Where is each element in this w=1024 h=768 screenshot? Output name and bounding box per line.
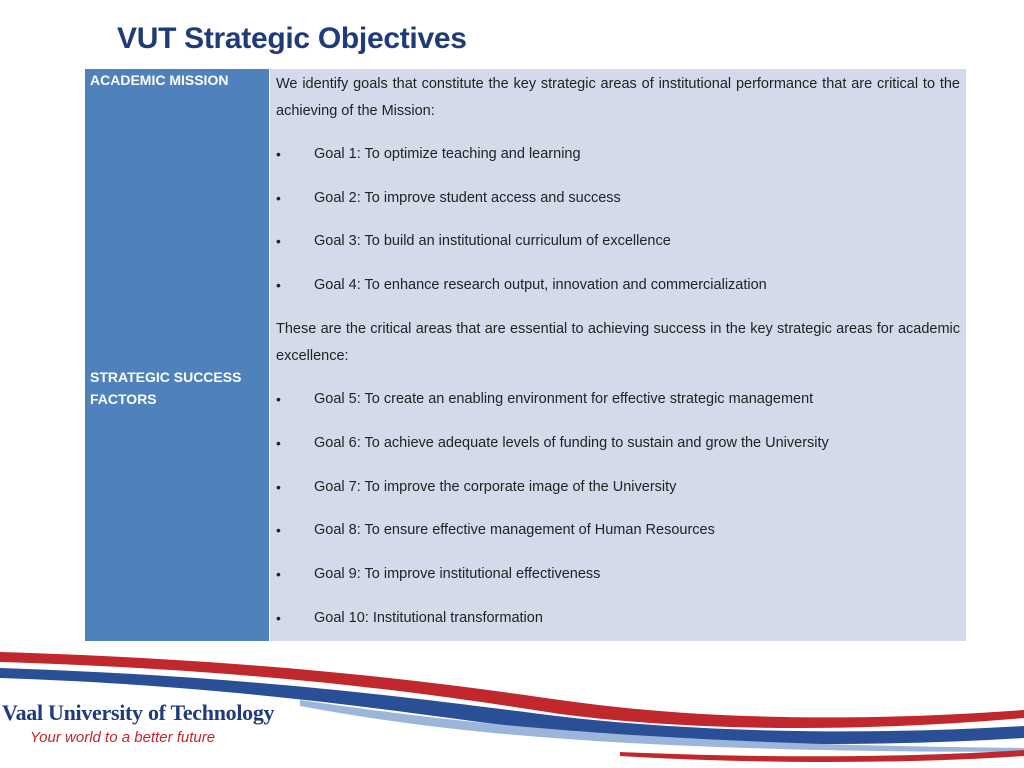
goal-text: Goal 9: To improve institutional effectiveness (314, 566, 601, 582)
bullet-icon: • (276, 190, 281, 206)
objectives-table (85, 69, 966, 641)
label-strategic-success-factors: STRATEGIC SUCCESS FACTORS (90, 369, 242, 407)
bullet-icon: • (276, 233, 281, 249)
list-item (276, 520, 715, 540)
goal-text: Goal 6: To achieve adequate levels of funding to sustain and grow the University (314, 435, 829, 451)
goals-column (270, 69, 966, 641)
list-item (276, 275, 767, 295)
goal-text: Goal 1: To optimize teaching and learning (314, 146, 581, 162)
bullet-icon: • (276, 610, 281, 626)
goal-text: Goal 4: To enhance research output, innovation and commercialization (314, 277, 767, 293)
list-item (276, 188, 621, 208)
bullet-icon: • (276, 391, 281, 407)
list-item (276, 144, 581, 164)
academic-intro-text: We identify goals that constitute the key strategic areas of institutional performance that are critical to the achieving of the Mission: (276, 76, 960, 119)
goal-text: Goal 2: To improve student access and success (314, 190, 621, 206)
university-logo-text: Vaal University of Technology (2, 700, 275, 725)
list-item (276, 564, 600, 584)
bullet-icon: • (276, 522, 281, 538)
list-item (276, 433, 829, 453)
bullet-icon: • (276, 479, 281, 495)
list-item (276, 608, 543, 628)
goal-text: Goal 10: Institutional transformation (314, 610, 543, 626)
university-tagline: Your world to a better future (30, 729, 216, 746)
goal-text: Goal 5: To create an enabling environment for effective strategic management (314, 391, 814, 407)
list-item (276, 477, 676, 497)
page-title: VUT Strategic Objectives (117, 22, 467, 55)
bullet-icon: • (276, 435, 281, 451)
list-item (276, 231, 671, 251)
category-column (85, 69, 270, 641)
success-intro-text: These are the critical areas that are essential to achieving success in the key strategic areas for academic excellence: (276, 321, 960, 364)
list-item (276, 389, 813, 409)
goal-text: Goal 7: To improve the corporate image of the University (314, 479, 677, 495)
goal-text: Goal 8: To ensure effective management of Human Resources (314, 522, 715, 538)
bullet-icon: • (276, 566, 281, 582)
goal-text: Goal 3: To build an institutional curriculum of excellence (314, 233, 671, 249)
label-academic-mission: ACADEMIC MISSION (90, 72, 229, 88)
bullet-icon: • (276, 277, 281, 293)
bullet-icon: • (276, 146, 281, 162)
